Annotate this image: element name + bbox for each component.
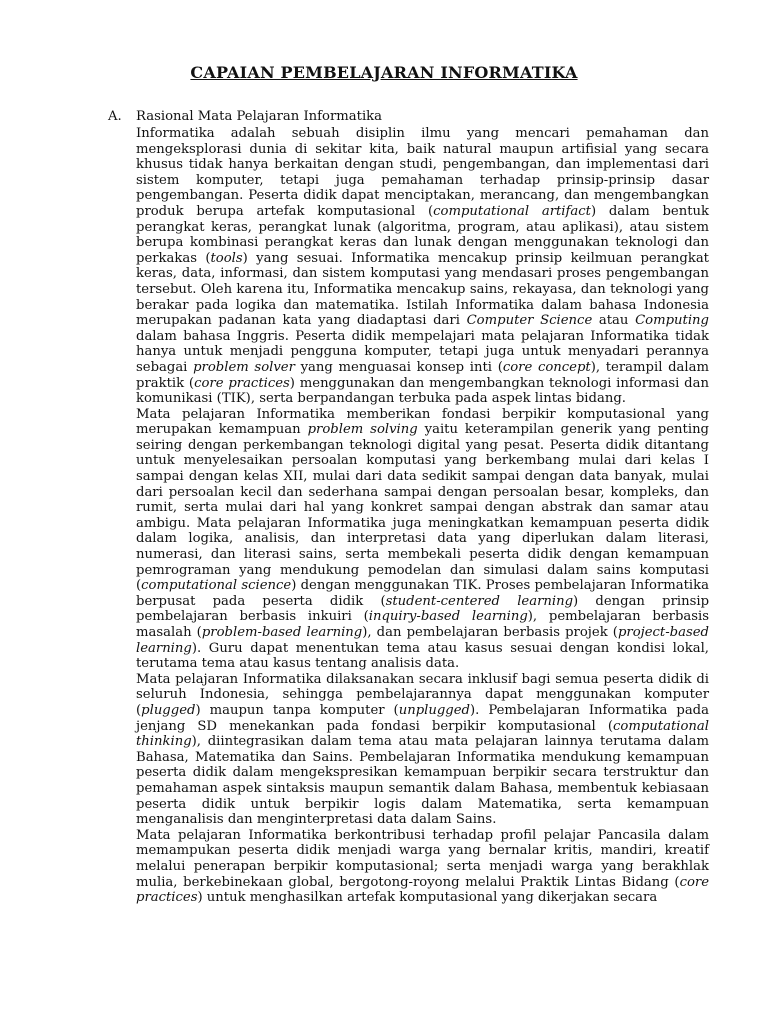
italic-term: core concept [502,359,591,375]
italic-term: core practices [194,375,290,391]
italic-term: problem-based learning [201,625,363,640]
italic-term: problem solving [307,422,418,438]
italic-term: project-based learning [136,625,709,656]
text-run: ) yang sesuai. Informatika mencakup prinsip keilmuan perangkat keras, data, informasi, dan sistem komputasi yang mendasari proses pengembangan tersebut. Oleh karena itu, Informatika mencakup sains, rekayasa, dan teknologi yang berakar pada logika dan matematika. Istilah Informatika dalam bahasa Indonesia merupakan padanan kata yang diadaptasi dari [136,250,709,329]
text-run: ), pembelajaran berbasis masalah ( [136,609,709,640]
italic-term: Computing [635,313,709,329]
italic-term: inquiry-based learning [368,609,528,625]
italic-term: plugged [141,702,196,718]
italic-term: unplugged [398,702,470,718]
text-run: Mata pelajaran Informatika memberikan fondasi berpikir komputasional yang merupakan kemampuan [136,406,709,438]
text-run: ) untuk menghasilkan artefak komputasional yang dikerjakan secara [197,890,658,906]
text-run: ). Guru dapat menentukan tema atau kasus sesuai dengan kondisi lokal, terutama tema atau kasus tentang analisis data. [136,640,709,672]
body-text [136,126,709,906]
body-paragraph [136,672,709,828]
text-run: Mata pelajaran Informatika berkontribusi terhadap profil pelajar Pancasila dalam memampukan peserta didik menjadi warga yang bernalar kritis, mandiri, kreatif melalui penerapan berpikir komputasional; serta menjadi warga yang berakhlak mulia, berkebinekaan global, bergotong-royong melalui Praktik Lintas Bidang ( [136,827,709,890]
page-title: CAPAIAN PEMBELAJARAN INFORMATIKA [190,63,578,82]
text-run: Mata pelajaran Informatika dilaksanakan secara inklusif bagi semua peserta didik di seluruh Indonesia, sehingga pembelajarannya dapat menggunakan komputer ( [136,671,709,718]
section-letter: A. [108,109,122,124]
italic-term: core practices [136,874,709,906]
italic-term: computational thinking [136,718,709,750]
italic-term: student-centered learning [385,593,574,609]
text-run: ), dan pembelajaran berbasis projek ( [362,625,618,640]
body-paragraph [136,828,709,906]
text-run: ), diintegrasikan dalam tema atau mata pelajaran lainnya terutama dalam Bahasa, Matematika dan Sains. Pembelajaran Informatika mendukung kemampuan peserta didik dalam mengekspresikan kemampuan berpikir secara terstruktur dan pemahaman aspek sintaksis maupun semantik dalam Bahasa, membentuk kebiasaan peserta didik untuk berpikir logis dalam Matematika, serta kemampuan menganalisis dan menginterpretasi data dalam Sains. [136,734,709,828]
italic-term: computational science [141,578,292,594]
text-run: ) dengan menggunakan TIK. Proses pembelajaran Informatika berpusat pada peserta didik ( [136,578,709,609]
text-run: Informatika adalah sebuah disiplin ilmu yang mencari pemahaman dan mengeksplorasi dunia di sekitar kita, baik natural maupun artifisial yang secara khusus tidak hanya berkaitan dengan studi, pengembangan, dan implementasi dari sistem komputer, tetapi juga pemahaman terhadap prinsip-prinsip dasar pengembangan. Peserta didik dapat menciptakan, merancang, dan mengembangkan produk berupa artefak komputasional ( [136,126,709,219]
text-run: ), terampil dalam praktik ( [136,359,709,391]
section-heading: Rasional Mata Pelajaran Informatika [136,109,383,124]
text-run: ) dalam bentuk perangkat keras, perangkat lunak (algoritma, program, atau aplikasi), atau sistem berupa kombinasi perangkat keras dan lunak dengan menggunakan teknologi dan perkakas ( [136,203,709,266]
body-paragraph [136,126,709,407]
italic-term: computational artifact [433,203,591,219]
text-run: yang menguasai konsep inti ( [294,359,503,375]
italic-term: problem solver [193,359,295,375]
text-run: ). Pembelajaran Informatika pada jenjang SD menekankan pada fondasi berpikir komputasional ( [136,702,709,734]
text-run: atau [592,313,636,329]
italic-term: Computer Science [466,313,593,329]
text-run: ) dengan prinsip pembelajaran berbasis inkuiri ( [136,593,710,625]
text-run: ) menggunakan dan mengembangkan teknologi informasi dan komunikasi (TIK), serta berpandangan terbuka pada aspek lintas bidang. [136,375,709,407]
italic-term: tools [210,250,243,266]
text-run: ) maupun tanpa komputer ( [195,702,399,718]
text-run: yaitu keterampilan generik yang penting seiring dengan perkembangan teknologi digital yang pesat. Peserta didik ditantang untuk menyelesaikan persoalan komputasi yang berkembang mulai dari kelas I sampai dengan kelas XII, mulai dari data sedikit sampai dengan data banyak, mulai dari persoalan kecil dan sederhana sampai dengan persoalan besar, kompleks, dan rumit, serta mulai dari hal yang konkret sampai dengan abstrak dan samar atau ambigu. Mata pelajaran Informatika juga meningkatkan kemampuan peserta didik dalam logika, analisis, dan interpretasi data yang diperlukan dalam literasi, numerasi, dan literasi sains, serta membekali peserta didik dengan kemampuan pemrograman yang mendukung pemodelan dan simulasi dalam sains komputasi ( [136,422,710,594]
body-paragraph [136,407,709,672]
text-run: dalam bahasa Inggris. Peserta didik mempelajari mata pelajaran Informatika tidak hanya untuk menjadi pengguna komputer, tetapi juga untuk menyadari perannya sebagai [136,328,709,375]
